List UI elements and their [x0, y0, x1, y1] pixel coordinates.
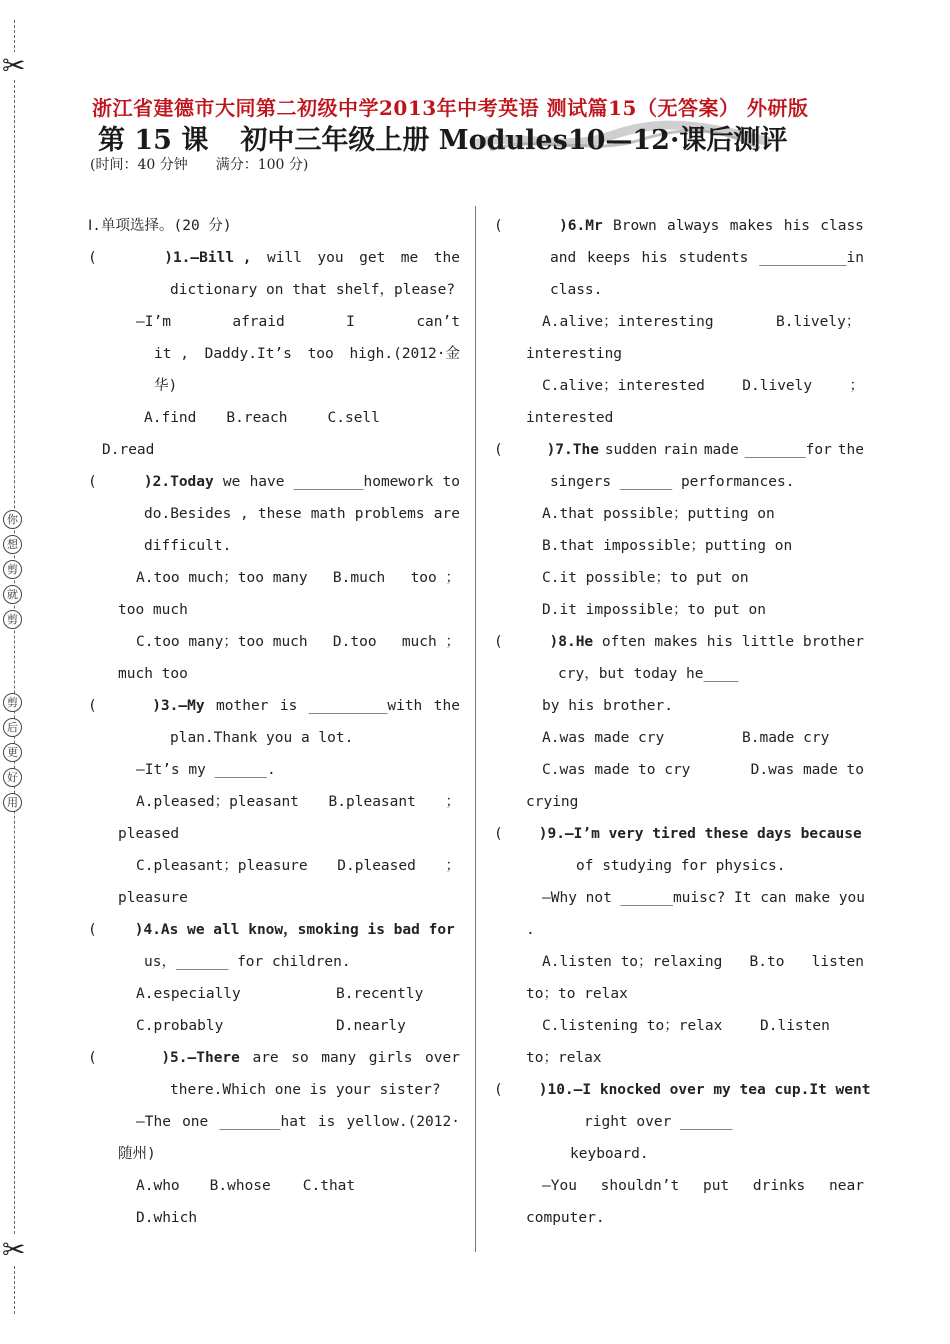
question-text: )1.—Bill ,	[164, 250, 252, 266]
column-divider	[475, 206, 476, 1252]
question-text: plan.Thank you a lot.	[170, 730, 354, 746]
word: brother	[802, 634, 864, 650]
option: pleasure	[118, 890, 188, 906]
margin-note-bottom	[3, 693, 22, 812]
question-text: by his brother.	[542, 698, 673, 714]
word: many	[321, 1050, 357, 1066]
word: Daddy.It’s	[204, 346, 292, 362]
scissors-icon: ✂	[2, 49, 26, 82]
word: too	[307, 346, 334, 362]
word: one	[182, 1114, 209, 1130]
option: interested	[526, 410, 614, 426]
margin-char: 你	[3, 510, 22, 529]
question-text: )7.The	[546, 442, 599, 458]
option: ；	[445, 794, 460, 810]
option: B.made cry	[742, 730, 830, 746]
question-9	[494, 818, 864, 850]
word: math	[310, 506, 346, 522]
margin-char: 用	[3, 793, 22, 812]
word: __________in	[759, 250, 864, 266]
answer-paren: (	[88, 474, 97, 490]
options	[88, 1010, 460, 1042]
word: —The	[136, 1114, 171, 1130]
word: makes	[729, 218, 774, 234]
answer-paren: (	[494, 634, 503, 650]
option: B.that impossible；putting on	[542, 538, 793, 554]
option: pleased	[118, 826, 180, 842]
question-text: 华)	[154, 378, 178, 394]
option: C.probably	[136, 1018, 224, 1034]
answer-paren: (	[494, 826, 503, 842]
options	[494, 306, 864, 338]
option: D.nearly	[336, 1018, 406, 1034]
word: have	[249, 474, 285, 490]
word: the	[433, 250, 460, 266]
word: his	[783, 218, 810, 234]
option: C.alive；interested	[542, 378, 705, 394]
question-7	[494, 434, 864, 466]
word: the	[433, 698, 460, 714]
word: problems	[354, 506, 425, 522]
word: rain	[663, 442, 698, 458]
question-text: )8.He	[549, 634, 594, 650]
option: C.listening to；relax	[542, 1018, 723, 1034]
margin-char: 剪	[3, 693, 22, 712]
word: it ,	[154, 346, 189, 362]
answer-paren: (	[88, 698, 97, 714]
option: A.listen to；relaxing	[542, 954, 723, 970]
option: B.recently	[336, 986, 424, 1002]
option: B.to	[749, 954, 785, 970]
option: A.pleased；pleasant	[136, 794, 299, 810]
cut-line	[14, 20, 15, 1314]
word: class	[820, 218, 864, 234]
options	[88, 1170, 460, 1202]
option: ；	[849, 378, 864, 394]
question-2	[88, 466, 460, 498]
answer-paren: (	[88, 1050, 97, 1066]
option: much too	[118, 666, 188, 682]
question-text: of studying for physics.	[576, 858, 786, 874]
margin-char: 就	[3, 585, 22, 604]
option: to；to relax	[526, 986, 628, 1002]
option: B.whose	[209, 1178, 271, 1194]
word: we	[222, 474, 241, 490]
option: C.sell	[327, 410, 380, 426]
option: D.it impossible；to put on	[542, 602, 767, 618]
option: B.reach	[226, 410, 288, 426]
option: D.was	[750, 762, 795, 778]
options	[494, 370, 864, 402]
question-text: right over ______	[584, 1114, 733, 1130]
margin-char: 后	[3, 718, 22, 737]
question-text	[494, 242, 864, 274]
answer-paren: (	[88, 250, 97, 266]
question-text: singers ______ performances.	[550, 474, 795, 490]
question-text: )6.Mr	[559, 218, 603, 234]
word: and	[550, 250, 577, 266]
margin-char: 剪	[3, 610, 22, 629]
word: can’t	[416, 314, 460, 330]
question-text: us，______ for children.	[144, 954, 351, 970]
word: his	[641, 250, 668, 266]
option: C.that	[302, 1178, 356, 1194]
word: yellow.(2012·	[346, 1114, 460, 1130]
word: girls	[368, 1050, 413, 1066]
option: D.listen	[760, 1018, 830, 1034]
option: D.lively	[742, 378, 813, 394]
question-3	[88, 690, 460, 722]
word: _________with	[308, 698, 423, 714]
word: little	[741, 634, 795, 650]
option: too ；	[410, 570, 460, 586]
option: A.alive；interesting	[542, 314, 714, 330]
question-text: 随州)	[118, 1146, 156, 1162]
word: are	[433, 506, 460, 522]
word: high.(2012·金	[349, 346, 460, 362]
option: much ；	[401, 634, 460, 650]
option: A.too much；too many	[136, 570, 308, 586]
word: so	[291, 1050, 309, 1066]
question-text	[88, 306, 460, 338]
full-score: 满分：100 分)	[215, 157, 309, 173]
option: to	[846, 762, 864, 778]
question-text: there.Which one is your sister?	[170, 1082, 441, 1098]
option: D.which	[136, 1210, 198, 1226]
lesson-number: 第 15 课	[98, 125, 209, 156]
question-text: computer.	[526, 1210, 605, 1226]
word: always	[667, 218, 720, 234]
scissors-icon: ✂	[2, 1233, 26, 1266]
word: students	[678, 250, 749, 266]
margin-char: 更	[3, 743, 22, 762]
option: C.too many；too much	[136, 634, 308, 650]
question-5	[88, 1042, 460, 1074]
lesson-title	[98, 118, 787, 157]
document-title: 浙江省建德市大同第二初级中学2013年中考英语 测试篇15（无答案） 外研版	[92, 96, 809, 120]
option: D.too	[332, 634, 377, 650]
question-text: cry，but today he____	[558, 666, 739, 682]
right-column	[494, 210, 871, 1234]
answer-paren: (	[494, 442, 503, 458]
options	[88, 402, 460, 434]
question-text: )9.—I’m very tired these days because	[538, 826, 862, 842]
question-text: )4.As we all know，smoking is bad for	[134, 922, 455, 938]
word: afraid	[232, 314, 285, 330]
word: shouldn’t	[600, 1178, 680, 1194]
answer-paren: (	[494, 218, 503, 234]
question-4	[88, 914, 460, 946]
word: mother	[216, 698, 269, 714]
question-text: )10.—I knocked over my tea cup.It went	[538, 1082, 871, 1098]
margin-note-top	[3, 510, 22, 629]
answer-paren: (	[494, 1082, 503, 1098]
option: A.that possible；putting on	[542, 506, 775, 522]
option: crying	[526, 794, 579, 810]
option: C.pleasant；pleasure	[136, 858, 308, 874]
word: put	[702, 1178, 730, 1194]
margin-char: 想	[3, 535, 22, 554]
question-text: keyboard.	[570, 1146, 649, 1162]
word: are	[252, 1050, 279, 1066]
word: will	[267, 250, 302, 266]
course-name: 初中三年级上册 Modules10—12·课后测评	[240, 125, 788, 156]
word: —I’m	[136, 314, 171, 330]
option: A.especially	[136, 986, 241, 1002]
word: you	[317, 250, 344, 266]
word: his	[706, 634, 733, 650]
word: is	[279, 698, 298, 714]
word: makes	[654, 634, 698, 650]
question-text	[88, 1106, 460, 1138]
option: ；	[445, 858, 460, 874]
word: _______for	[744, 442, 832, 458]
question-text: —Why not ______muisc? It can make you	[542, 890, 866, 906]
option: to；relax	[526, 1050, 602, 1066]
question-text: )3.—My	[152, 698, 205, 714]
left-column	[88, 210, 460, 1234]
question-text: —It’s my ______.	[136, 762, 276, 778]
option: B.lively；	[776, 314, 861, 330]
section-title: Ⅰ.单项选择。(20 分)	[88, 218, 232, 234]
options	[88, 562, 460, 594]
options	[494, 1010, 864, 1042]
word: Brown	[613, 218, 657, 234]
options	[88, 850, 460, 882]
answer-paren: (	[88, 922, 97, 938]
word: —You	[542, 1178, 577, 1194]
word: do.Besides ,	[144, 506, 249, 522]
word: _______hat	[219, 1114, 307, 1130]
options	[494, 722, 864, 754]
question-text: .	[526, 922, 535, 938]
word: to	[442, 474, 460, 490]
word: made	[703, 442, 739, 458]
question-text	[88, 498, 460, 530]
margin-char: 剪	[3, 560, 22, 579]
word: ________homework	[293, 474, 434, 490]
word: near	[829, 1178, 864, 1194]
question-10	[494, 1074, 871, 1106]
exam-info	[90, 154, 308, 174]
options	[88, 786, 460, 818]
question-text: )2.Today	[143, 474, 214, 490]
word: drinks	[752, 1178, 806, 1194]
question-text: dictionary on that shelf，please?	[170, 282, 456, 298]
option: A.find	[144, 410, 197, 426]
question-text: )5.—There	[161, 1050, 240, 1066]
option: C.it possible；to put on	[542, 570, 749, 586]
word: often	[601, 634, 646, 650]
word: get	[359, 250, 386, 266]
margin-char: 好	[3, 768, 22, 787]
options	[494, 754, 864, 786]
option: B.much	[332, 570, 386, 586]
options	[494, 946, 864, 978]
question-1	[88, 242, 460, 274]
option: C.was made to cry	[542, 762, 691, 778]
word: the	[837, 442, 864, 458]
options	[88, 626, 460, 658]
word: keeps	[587, 250, 631, 266]
options	[88, 978, 460, 1010]
question-8	[494, 626, 864, 658]
option: interesting	[526, 346, 623, 362]
question-6	[494, 210, 864, 242]
option: too much	[118, 602, 188, 618]
word: is	[317, 1114, 336, 1130]
question-text: class.	[550, 282, 603, 298]
word: sudden	[604, 442, 658, 458]
option: B.pleasant	[328, 794, 416, 810]
word: these	[257, 506, 302, 522]
option: D.read	[102, 442, 155, 458]
option: made	[802, 762, 838, 778]
word: me	[400, 250, 419, 266]
option: D.pleased	[337, 858, 416, 874]
option: A.who	[136, 1178, 180, 1194]
option: listen	[811, 954, 864, 970]
question-text: difficult.	[144, 538, 232, 554]
question-text	[494, 1170, 864, 1202]
question-text	[88, 338, 460, 370]
time-limit: (时间：40 分钟	[90, 157, 188, 173]
word: I	[346, 314, 355, 330]
option: A.was made cry	[542, 730, 665, 746]
word: over	[425, 1050, 460, 1066]
